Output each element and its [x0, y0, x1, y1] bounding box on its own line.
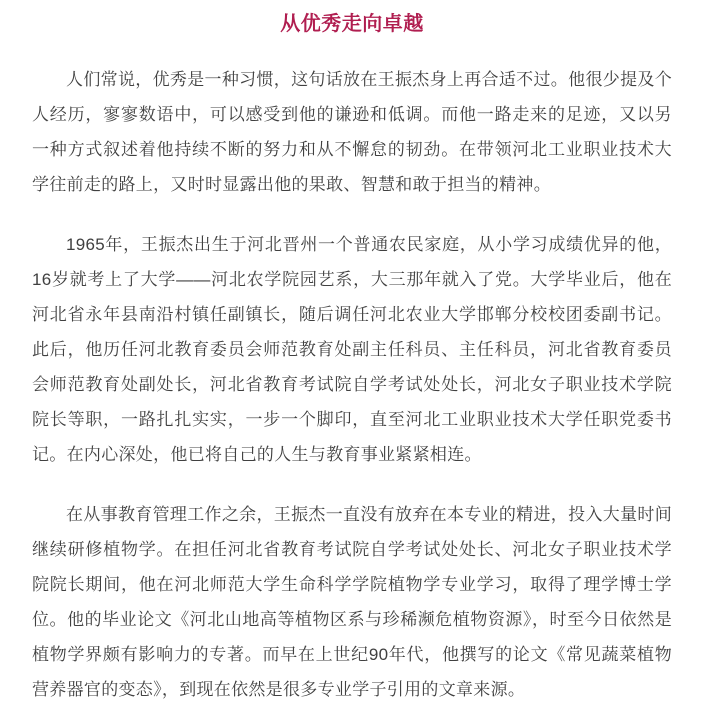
article-page [0, 11, 704, 707]
article-paragraph-intro: 人们常说，优秀是一种习惯，这句话放在王振杰身上再合适不过。他很少提及个人经历，寥寥数语中，可以感受到他的谦逊和低调。而他一路走来的足迹，又以另一种方式叙述着他持续不断的努力和从不懈怠的韧劲。在带领河北工业职业技术大学往前走的路上，又时时显露出他的果敢、智慧和敢于担当的精神。 [32, 70, 672, 194]
article-paragraph-career: 1965年，王振杰出生于河北晋州一个普通农民家庭，从小学习成绩优异的他，16岁就考上了大学——河北农学院园艺系，大三那年就入了党。大学毕业后，他在河北省永年县南沿村镇任副镇长，随后调任河北农业大学邯郸分校校团委副书记。此后，他历任河北教育委员会师范教育处副主任科员、主任科员，河北省教育委员会师范教育处副处长，河北省教育考试院自学考试处处长，河北女子职业技术学院院长等职，一路扎扎实实，一步一个脚印，直至河北工业职业技术大学任职党委书记。在内心深处，他已将自己的人生与教育事业紧紧相连。 [32, 235, 672, 464]
article-paragraph-academics: 在从事教育管理工作之余，王振杰一直没有放弃在本专业的精进，投入大量时间继续研修植物学。在担任河北省教育考试院自学考试处处长、河北女子职业技术学院院长期间，他在河北师范大学生命科学学院植物学专业学习，取得了理学博士学位。他的毕业论文《河北山地高等植物区系与珍稀濒危植物资源》，时至今日依然是植物学界颇有影响力的专著。而早在上世纪90年代，他撰写的论文《常见蔬菜植物营养器官的变态》，到现在依然是很多专业学子引用的文章来源。 [32, 505, 672, 699]
article-title: 从优秀走向卓越 [280, 13, 424, 35]
